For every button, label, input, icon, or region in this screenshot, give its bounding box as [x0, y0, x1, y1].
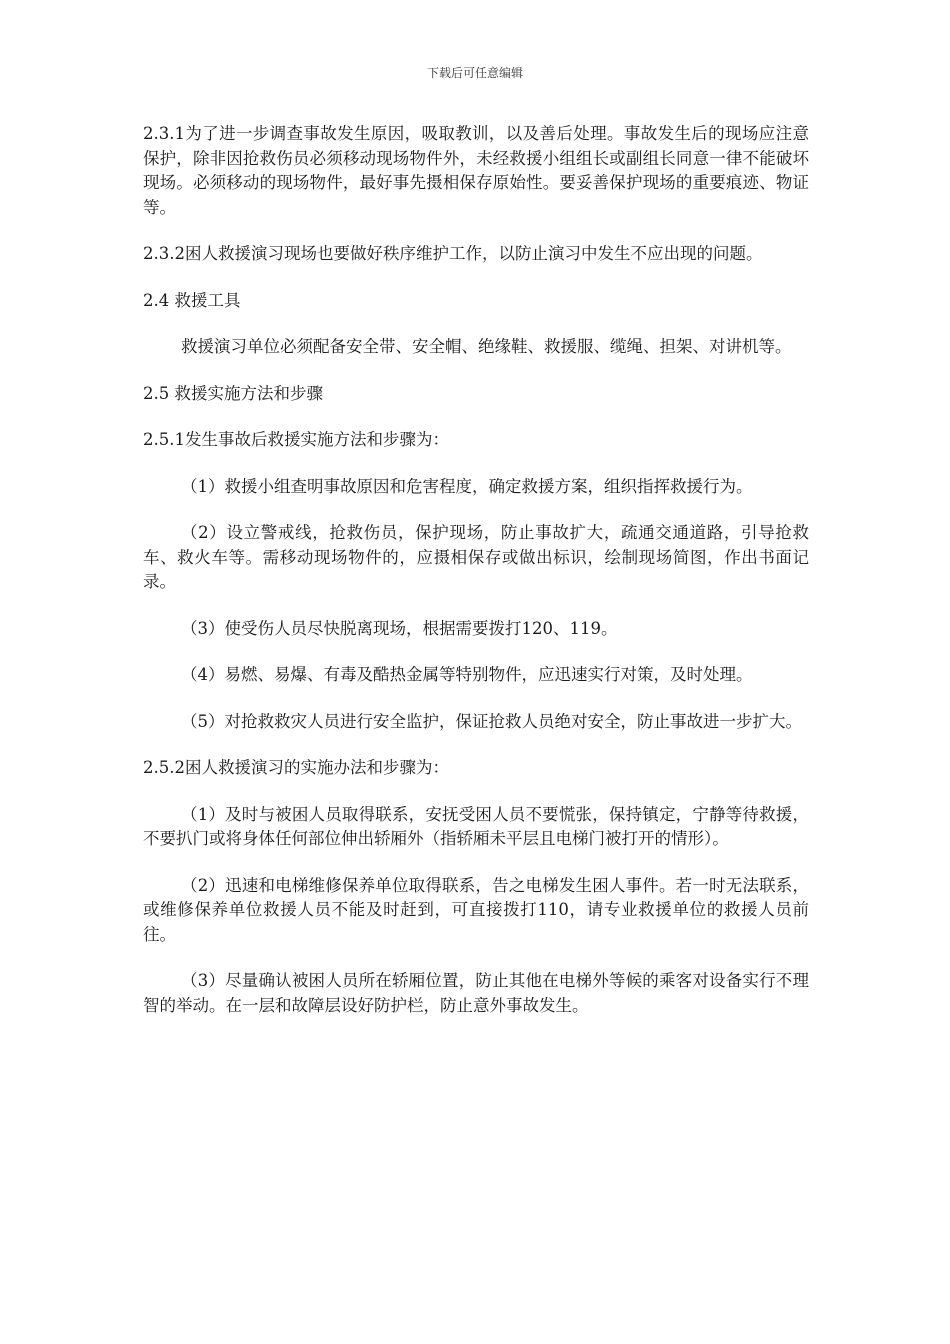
paragraph: 2.3.2困人救援演习现场也要做好秩序维护工作，以防止演习中发生不应出现的问题。: [143, 244, 763, 263]
list-item: （5）对抢救救灾人员进行安全监护，保证抢救人员绝对安全，防止事故进一步扩大。: [181, 711, 802, 731]
paragraph: 救援演习单位必须配备安全带、安全帽、绝缘鞋、救援服、缆绳、担架、对讲机等。: [181, 337, 792, 356]
list-item: （4）易燃、易爆、有毒及酷热金属等特别物件，应迅速实行对策，及时处理。: [181, 665, 753, 684]
paragraph: 2.5.1发生事故后救援实施方法和步骤为：: [143, 430, 449, 449]
document-body: [143, 122, 809, 1040]
page-header: 下载后可任意编辑: [426, 66, 523, 80]
paragraph: 2.5.2困人救援演习的实施办法和步骤为：: [143, 758, 449, 777]
section-heading: 2.4 救援工具: [143, 290, 241, 310]
list-item: （2）迅速和电梯维修保养单位取得联系，告之电梯发生困人事件。若一时无法联系，或维修保养单位救援人员不能及时赶到，可直接拨打110，请专业救援单位的救援人员前往。: [143, 875, 809, 944]
list-item: （3）使受伤人员尽快脱离现场，根据需要拨打120、119。: [181, 618, 618, 638]
list-item: （1）及时与被困人员取得联系，安抚受困人员不要慌张，保持镇定，宁静等待救援，不要扒门或将身体任何部位伸出轿厢外（指轿厢未平层且电梯门被打开的情形）。: [143, 804, 809, 848]
section-heading: 2.5 救援实施方法和步骤: [143, 383, 323, 403]
paragraph: 2.3.1为了进一步调查事故发生原因，吸取教训，以及善后处理。事故发生后的现场应注意保护，除非因抢救伤员必须移动现场物件外，未经救援小组组长或副组长同意一律不能破坏现场。必须移动的现场物件，最好事先摄相保存原始性。要妥善保护现场的重要痕迹、物证等。: [143, 124, 809, 217]
list-item: （1）救援小组查明事故原因和危害程度，确定救援方案，组织指挥救援行为。: [181, 476, 753, 496]
list-item: （3）尽量确认被困人员所在轿厢位置，防止其他在电梯外等候的乘客对设备实行不理智的举动。在一层和故障层设好防护栏，防止意外事故发生。: [143, 971, 809, 1015]
list-item: （2）设立警戒线，抢救伤员，保护现场，防止事故扩大，疏通交通道路，引导抢救车、救火车等。需移动现场物件的，应摄相保存或做出标识，绘制现场简图，作出书面记录。: [143, 523, 809, 591]
